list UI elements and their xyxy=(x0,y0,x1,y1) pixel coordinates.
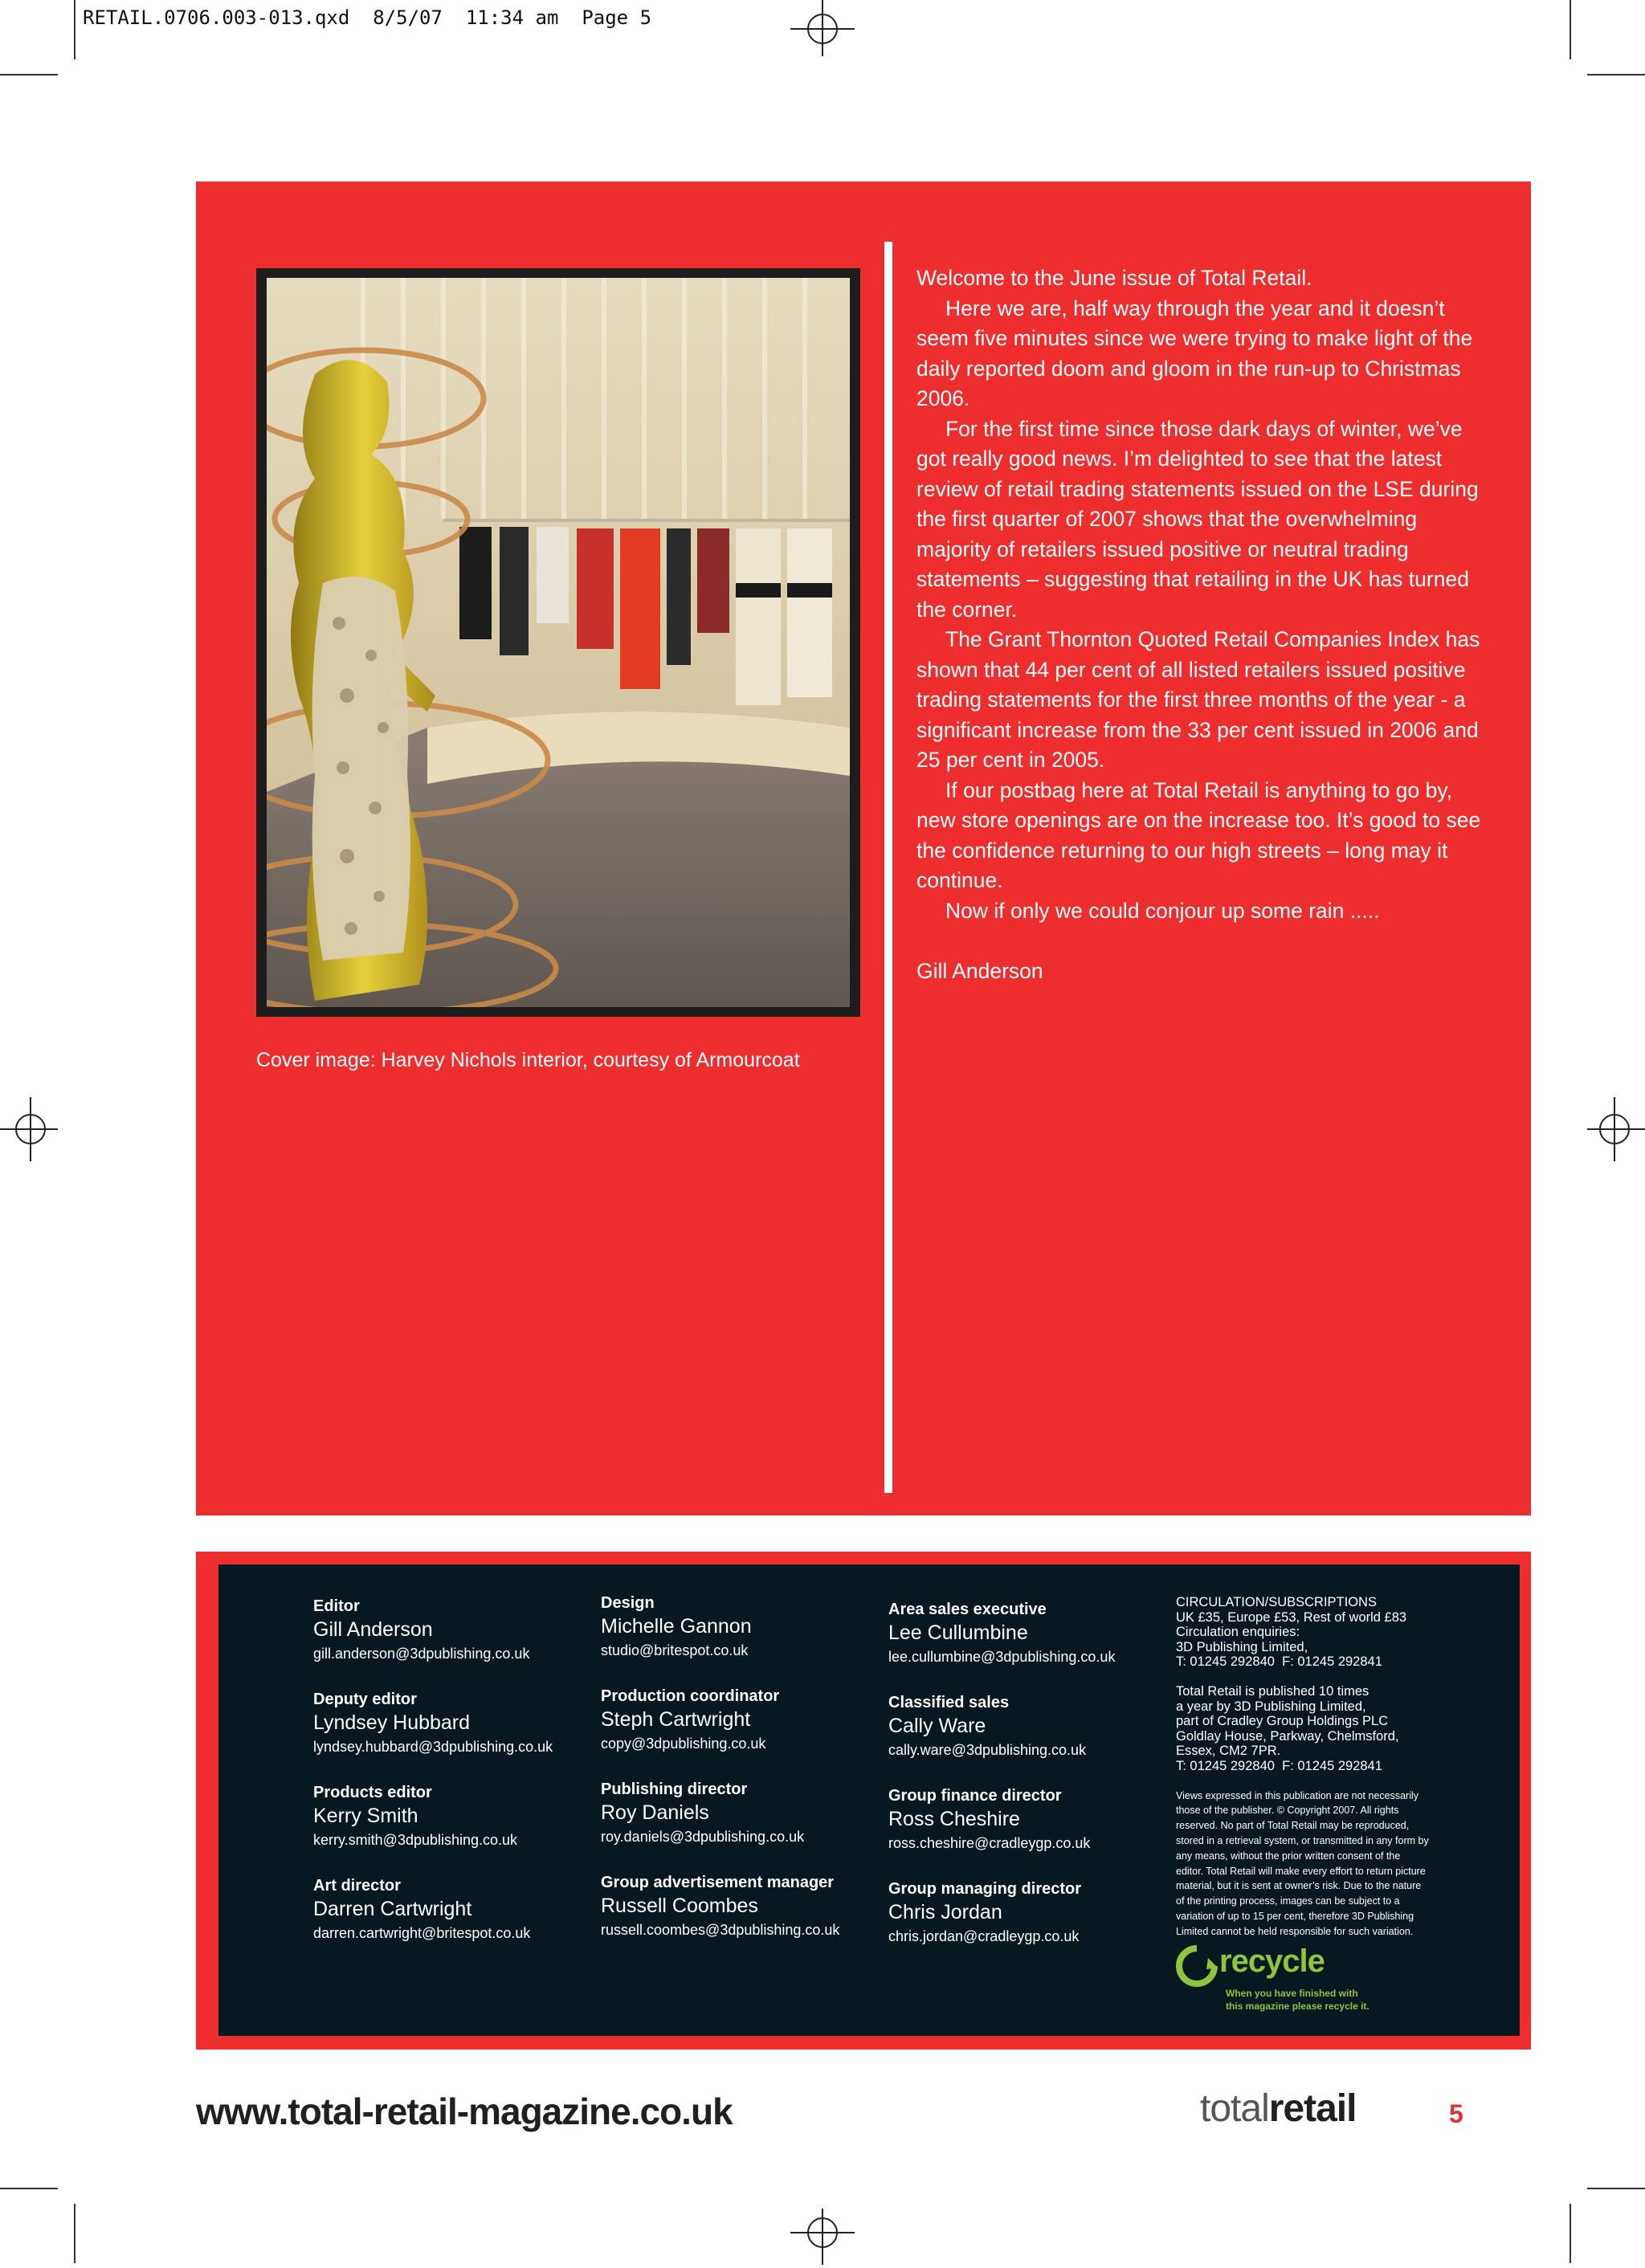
publisher-block: Total Retail is published 10 times a year by 3D Publishing Limited, part of Cradley Group Holdings PLC Goldlay House, Parkway, Chelmsford, Essex, CM2 7PR. T: 01245 292840 F: 01245 292841 xyxy=(1176,1683,1399,1773)
cover-photo xyxy=(267,278,850,1007)
staff-email[interactable]: studio@britespot.co.uk xyxy=(601,1642,749,1658)
staff-email[interactable]: lee.cullumbine@3dpublishing.co.uk xyxy=(888,1649,1116,1665)
website-url[interactable]: www.total-retail-magazine.co.uk xyxy=(196,2091,733,2132)
staff-role: Group finance director xyxy=(888,1787,1062,1805)
staff-role: Production coordinator xyxy=(601,1687,780,1705)
staff-email[interactable]: kerry.smith@3dpublishing.co.uk xyxy=(313,1832,518,1848)
editorial-paragraph: For the first time since those dark days of winter, we’ve got really good news. I’m delighted to see that the latest review of retail trading statements issued on the LSE during the first quarter of 2007 shows that the overwhelming majority of retailers issued positive or neutral trading statements – suggesting that retailing in the UK has turned the corner. xyxy=(916,416,1479,622)
subscriptions-block: CIRCULATION/SUBSCRIPTIONS UK £35, Europe £53, Rest of world £83 Circulation enquiries: 3D Publishing Limited, T: 01245 292840 F: 01245 292841 xyxy=(1176,1595,1407,1670)
staff-email[interactable]: chris.jordan@cradleygp.co.uk xyxy=(888,1928,1080,1944)
staff-entry xyxy=(888,1786,1178,1879)
crop-mark xyxy=(1569,2204,1571,2263)
crop-mark xyxy=(74,0,76,59)
brand-logo xyxy=(1200,2086,1356,2131)
crop-mark xyxy=(0,2188,58,2189)
masthead xyxy=(218,1564,1520,2036)
staff-name: Kerry Smith xyxy=(313,1805,418,1827)
editorial-signature: Gill Anderson xyxy=(916,958,1043,983)
staff-email[interactable]: lyndsey.hubbard@3dpublishing.co.uk xyxy=(313,1739,553,1755)
staff-email[interactable]: ross.cheshire@cradleygp.co.uk xyxy=(888,1835,1091,1851)
cover-photo-frame xyxy=(256,268,860,1017)
recycle-word: recycle xyxy=(1219,1944,1325,1979)
staff-entry xyxy=(313,1783,602,1876)
staff-role: Editor xyxy=(313,1597,360,1615)
crop-mark xyxy=(1587,2188,1645,2189)
staff-entry xyxy=(313,1597,602,1690)
staff-role: Classified sales xyxy=(888,1694,1010,1711)
page-number: 5 xyxy=(1449,2099,1463,2128)
circulation-info xyxy=(1176,1595,1465,1940)
editorial-paragraph: If our postbag here at Total Retail is anything to go by, new store openings are on the increase too. It’s good to see the confidence returning to our high streets – long may it continue. xyxy=(916,777,1481,892)
staff-entry xyxy=(601,1780,890,1873)
staff-name: Ross Cheshire xyxy=(888,1808,1020,1830)
print-slug: RETAIL.0706.003-013.qxd 8/5/07 11:34 am Page 5 xyxy=(83,6,652,29)
staff-entry xyxy=(601,1593,890,1687)
staff-email[interactable]: copy@3dpublishing.co.uk xyxy=(601,1736,766,1752)
staff-email[interactable]: darren.cartwright@britespot.co.uk xyxy=(313,1925,531,1941)
recycle-icon xyxy=(1174,1944,1219,1993)
staff-column-2 xyxy=(601,1593,890,1966)
staff-entry xyxy=(888,1693,1178,1786)
staff-entry xyxy=(601,1873,890,1966)
staff-role: Area sales executive xyxy=(888,1601,1047,1618)
editorial-paragraph: Welcome to the June issue of Total Retail. xyxy=(916,266,1312,290)
staff-role: Publishing director xyxy=(601,1781,748,1798)
column-divider xyxy=(884,242,892,1493)
staff-name: Darren Cartwright xyxy=(313,1898,472,1920)
staff-entry xyxy=(313,1690,602,1783)
staff-role: Design xyxy=(601,1594,655,1612)
staff-email[interactable]: gill.anderson@3dpublishing.co.uk xyxy=(313,1646,530,1662)
staff-entry xyxy=(888,1879,1178,1972)
staff-name: Chris Jordan xyxy=(888,1901,1002,1923)
staff-name: Roy Daniels xyxy=(601,1801,709,1824)
brand-logo-light: total xyxy=(1200,2087,1269,2130)
staff-email[interactable]: roy.daniels@3dpublishing.co.uk xyxy=(601,1829,805,1845)
staff-role: Group managing director xyxy=(888,1880,1082,1898)
registration-mark xyxy=(0,1097,64,1161)
registration-mark xyxy=(1581,1097,1645,1161)
masthead-frame xyxy=(196,1552,1531,2050)
staff-email[interactable]: russell.coombes@3dpublishing.co.uk xyxy=(601,1922,840,1938)
registration-mark xyxy=(790,0,855,64)
staff-name: Gill Anderson xyxy=(313,1618,433,1641)
editorial-paragraph: The Grant Thornton Quoted Retail Companies Index has shown that 44 per cent of all listed retailers issued positive trading statements for the first three months of the year - a significant increase from the 33 per cent issued in 2006 and 25 per cent in 2005. xyxy=(916,627,1480,772)
staff-role: Deputy editor xyxy=(313,1691,417,1708)
staff-entry xyxy=(601,1687,890,1780)
editorial-paragraph: Here we are, half way through the year and it doesn’t seem five minutes since we were trying to make light of the daily reported doom and gloom in the run-up to Christmas 2006. xyxy=(916,296,1473,410)
staff-name: Michelle Gannon xyxy=(601,1615,752,1638)
staff-entry xyxy=(888,1600,1178,1693)
recycle-note: When you have finished with this magazine please recycle it. xyxy=(1226,1988,1369,2012)
staff-role: Art director xyxy=(313,1877,401,1895)
staff-name: Russell Coombes xyxy=(601,1895,758,1917)
disclaimer-block: Views expressed in this publication are not necessarily those of the publisher. © Copyright 2007. All rights reserved. No part of Total Retail may be reproduced, stored in a retrieval system, or transmitted in any form by any means, without the prior written consent of the editor. Total Retail will make every effort to return picture material, but it is sent at owner’s risk. Due to the nature of the printing process, images can be subject to a variation of up to 15 per cent, therefore 3D Publishing Limited cannot be held responsible for such variation. xyxy=(1176,1789,1429,1937)
staff-name: Lyndsey Hubbard xyxy=(313,1711,471,1734)
editorial-panel xyxy=(196,182,1531,1515)
cover-caption: Cover image: Harvey Nichols interior, courtesy of Armourcoat xyxy=(256,1049,800,1071)
staff-role: Products editor xyxy=(313,1784,432,1801)
staff-column-3 xyxy=(888,1600,1178,1972)
staff-name: Cally Ware xyxy=(888,1715,986,1737)
crop-mark xyxy=(1587,74,1645,75)
staff-name: Steph Cartwright xyxy=(601,1708,751,1731)
brand-logo-bold: retail xyxy=(1268,2087,1357,2130)
editorial-paragraph: Now if only we could conjour up some rain ..... xyxy=(945,898,1380,923)
staff-entry xyxy=(313,1876,602,1969)
registration-mark xyxy=(790,2201,855,2265)
crop-mark xyxy=(74,2204,76,2263)
crop-mark xyxy=(0,74,58,75)
staff-role: Group advertisement manager xyxy=(601,1874,835,1891)
editorial-text xyxy=(916,263,1495,986)
staff-column-1 xyxy=(313,1597,602,1969)
staff-email[interactable]: cally.ware@3dpublishing.co.uk xyxy=(888,1742,1087,1758)
crop-mark xyxy=(1569,0,1571,59)
staff-name: Lee Cullumbine xyxy=(888,1621,1028,1644)
